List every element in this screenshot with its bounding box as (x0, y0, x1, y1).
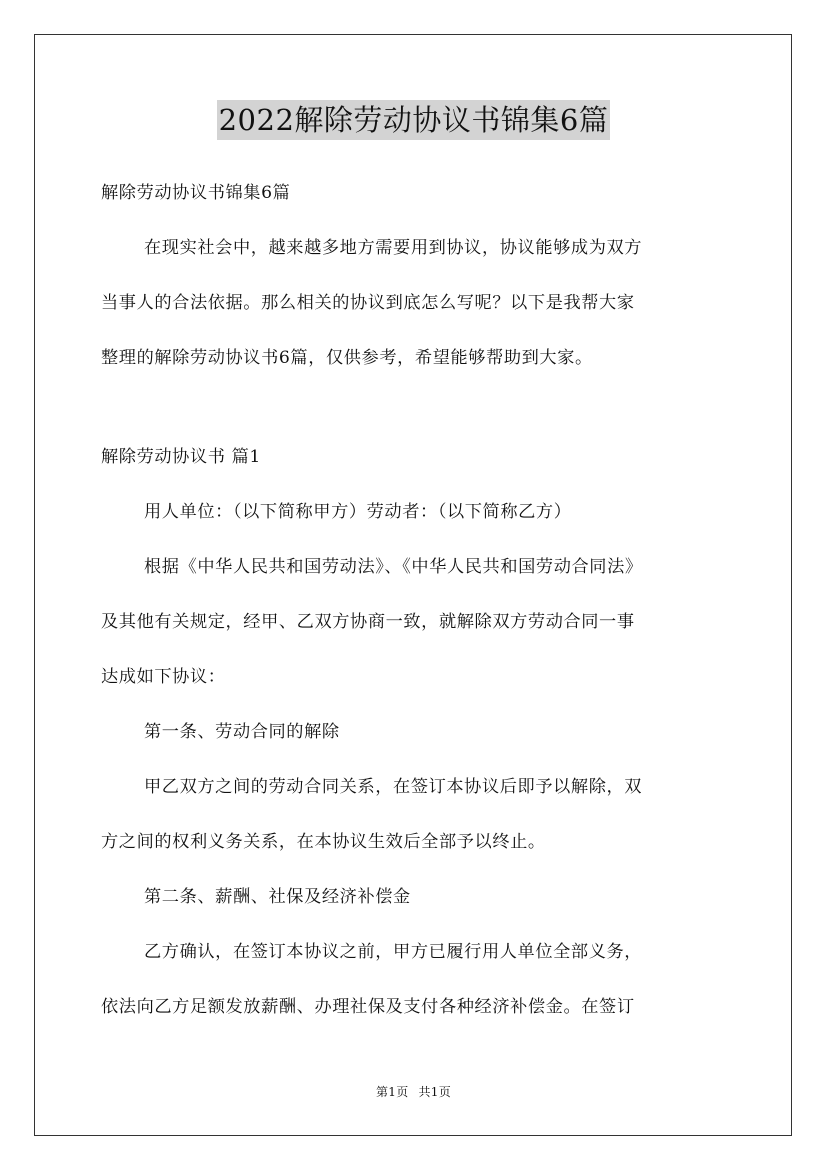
section-heading: 解除劳动协议书 篇1 (101, 447, 261, 467)
paragraph-line: 在现实社会中，越来越多地方需要用到协议，协议能够成为双方 (144, 238, 643, 258)
page-number: 第1页 (375, 1085, 409, 1099)
paragraph-line: 当事人的合法依据。那么相关的协议到底怎么写呢？以下是我帮大家 (101, 293, 635, 313)
paragraph-line: 达成如下协议： (101, 667, 226, 687)
document-title: 2022解除劳动协议书锦集6篇 (217, 100, 611, 140)
paragraph-line: 依法向乙方足额发放薪酬、办理社保及支付各种经济补偿金。在签订 (101, 997, 635, 1017)
article-heading: 第一条、劳动合同的解除 (144, 722, 340, 742)
basis-paragraph (101, 552, 727, 693)
paragraph-line: 乙方确认，在签订本协议之前，甲方已履行用人单位全部义务， (144, 942, 643, 962)
intro-paragraph (101, 233, 727, 374)
article1-paragraph (101, 772, 727, 858)
paragraph-line: 方之间的权利义务关系，在本协议生效后全部予以终止。 (101, 832, 546, 852)
title-container (0, 100, 827, 140)
document-body (101, 178, 727, 1023)
document-subtitle: 解除劳动协议书锦集6篇 (101, 183, 291, 203)
paragraph-line: 根据《中华人民共和国劳动法》、《中华人民共和国劳动合同法》 (144, 557, 643, 577)
article2-paragraph (101, 937, 727, 1023)
parties-line: 用人单位：（以下简称甲方）劳动者：（以下简称乙方） (144, 502, 572, 522)
paragraph-line: 整理的解除劳动协议书6篇，仅供参考，希望能够帮助到大家。 (101, 348, 593, 368)
paragraph-line: 及其他有关规定，经甲、乙双方协商一致，就解除双方劳动合同一事 (101, 612, 635, 632)
article-heading: 第二条、薪酬、社保及经济补偿金 (144, 887, 411, 907)
paragraph-line: 甲乙双方之间的劳动合同关系，在签订本协议后即予以解除，双 (144, 777, 643, 797)
page-footer (0, 1084, 827, 1100)
page-total: 共1页 (418, 1085, 452, 1099)
